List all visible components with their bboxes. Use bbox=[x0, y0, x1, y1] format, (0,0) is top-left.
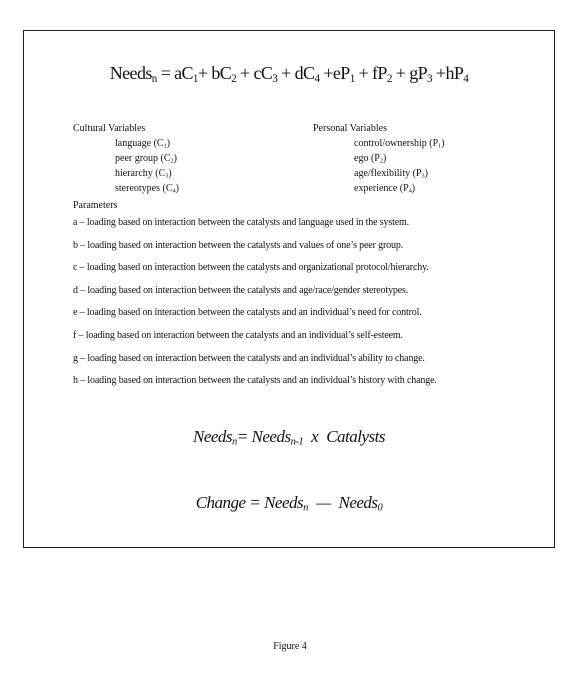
cultural-variable-item: language $(C_1)$ bbox=[115, 138, 171, 150]
eq-term: $eP_1$ + bbox=[332, 63, 373, 85]
parameter-row: d – loading based on interaction between the catalysts and age/race/gender stereotypes. bbox=[73, 284, 409, 296]
needs-recurrence-equation: Needs$_n$= Needs$_{n-1}$ x Catalysts bbox=[193, 427, 385, 448]
cultural-variable-item: peer group $(C_2)$ bbox=[115, 153, 177, 165]
parameter-row: e – loading based on interaction between the catalysts and an individual’s need for control. bbox=[73, 307, 422, 319]
figure-caption: Figure 4 bbox=[273, 641, 307, 652]
parameter-row: c – loading based on interaction between the catalysts and organizational protocol/hierarchy. bbox=[73, 262, 429, 274]
cultural-variable-item: stereotypes $(C_4)$ bbox=[115, 183, 179, 195]
eq-term: $dC_4$ + bbox=[294, 63, 333, 85]
cultural-variables bbox=[73, 121, 179, 196]
parameter-row: g – loading based on interaction between the catalysts and an individual’s ability to change. bbox=[73, 352, 425, 364]
personal-variable-item: ego $(P_2)$ bbox=[354, 153, 387, 165]
eq-term: $aC_1+$ bbox=[174, 63, 212, 85]
personal-variable-item: control/ownership $(P_1)$ bbox=[354, 138, 445, 150]
eq-term: $fP_2$ + bbox=[372, 63, 410, 85]
eq-lhs: Needs bbox=[109, 63, 152, 83]
parameters-list bbox=[73, 199, 437, 393]
eq-term: $hP_4$ bbox=[445, 63, 469, 85]
personal-variable-item: experience $(P_4)$ bbox=[354, 183, 416, 195]
parameters-title: Parameters bbox=[73, 200, 118, 211]
parameter-row: h – loading based on interaction between the catalysts and an individual’s history with change. bbox=[73, 375, 437, 387]
parameter-row: b – loading based on interaction between the catalysts and values of one’s peer group. bbox=[73, 239, 404, 251]
figure-frame bbox=[23, 30, 555, 548]
personal-variable-item: age/flexibility $(P_3)$ bbox=[354, 168, 428, 180]
eq-sign: = bbox=[156, 63, 175, 83]
parameter-row: f – loading based on interaction between the catalysts and an individual’s self-esteem. bbox=[73, 329, 403, 341]
personal-variables-title: Personal Variables bbox=[313, 123, 387, 134]
needs-equation bbox=[24, 63, 554, 84]
eq-term: $bC_2$ + bbox=[211, 63, 254, 85]
personal-variables bbox=[313, 121, 445, 196]
cultural-variable-item: hierarchy $(C_3)$ bbox=[115, 168, 172, 180]
change-equation: Change = Needs$_n$ — Needs$_0$ bbox=[195, 493, 383, 514]
eq-lhs-sub: n bbox=[151, 72, 157, 85]
parameter-row: a – loading based on interaction between the catalysts and language used in the system. bbox=[73, 217, 410, 228]
cultural-variables-title: Cultural Variables bbox=[73, 123, 146, 134]
eq-term: $cC_3$ + bbox=[253, 63, 295, 85]
eq-term: $gP_3$ + bbox=[409, 63, 446, 85]
